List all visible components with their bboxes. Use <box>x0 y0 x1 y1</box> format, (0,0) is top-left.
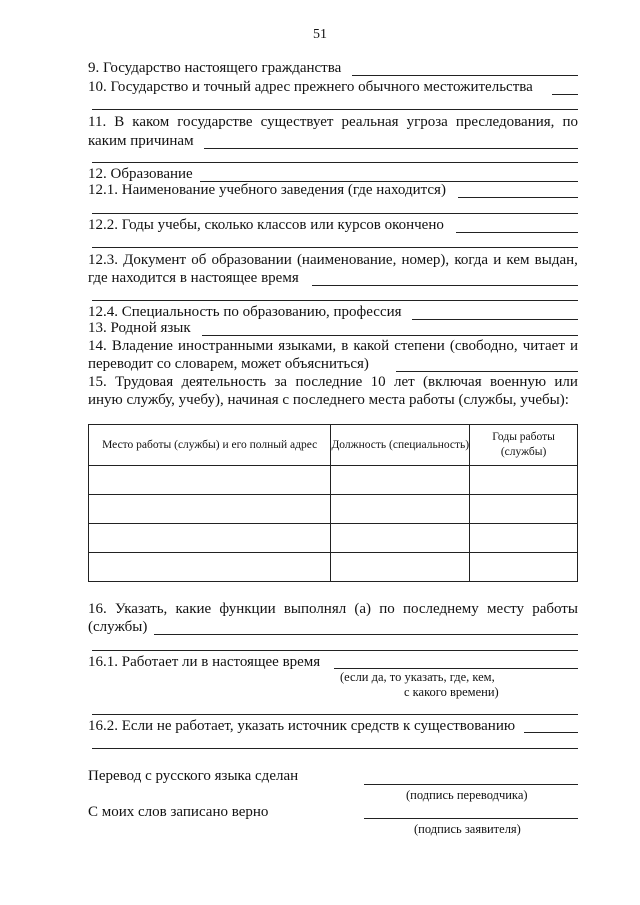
word: по <box>562 114 578 130</box>
word: об <box>191 252 207 268</box>
question-16-line-2: (службы) <box>88 619 148 635</box>
word: (наименование, <box>296 252 397 268</box>
position-cell[interactable] <box>331 524 470 553</box>
question-12-4-label: 12.4. Специальность по образованию, профессия <box>88 304 402 320</box>
question-12-3-answer-line-2[interactable] <box>92 300 578 301</box>
question-12-2-answer-line-2[interactable] <box>92 247 578 248</box>
question-11-line-1 <box>88 114 578 131</box>
word: и <box>493 252 502 268</box>
question-12-2-label: 12.2. Годы учебы, сколько классов или курсов окончено <box>88 217 444 233</box>
question-16-2-answer-line[interactable] <box>524 732 578 733</box>
word: каком <box>132 114 170 130</box>
question-16-answer-line[interactable] <box>154 634 578 635</box>
word: 11. <box>88 114 107 130</box>
word: или <box>554 374 578 390</box>
table-row <box>89 495 578 524</box>
question-12-1-label: 12.1. Наименование учебного заведения (где находится) <box>88 182 446 198</box>
question-12-3-line-1 <box>88 252 578 269</box>
word: (включая <box>423 374 482 390</box>
question-12-1-answer-line-2[interactable] <box>92 213 578 214</box>
position-cell[interactable] <box>331 553 470 582</box>
question-11-answer-line-2[interactable] <box>92 162 578 163</box>
table-row <box>89 553 578 582</box>
question-16-1-answer-line-2[interactable] <box>92 714 578 715</box>
question-12-label: 12. Образование <box>88 166 193 182</box>
word: языками, <box>278 338 337 354</box>
word: деятельность <box>181 374 267 390</box>
years-cell[interactable] <box>470 495 578 524</box>
question-16-1-answer-line[interactable] <box>334 668 578 669</box>
years-cell[interactable] <box>470 553 578 582</box>
word: выдан, <box>534 252 578 268</box>
question-16-1-label: 16.1. Работает ли в настоящее время <box>88 654 321 670</box>
word: степени <box>394 338 445 354</box>
word: Указать, <box>114 601 168 617</box>
table-row <box>89 524 578 553</box>
word: (а) <box>354 601 372 617</box>
position-cell[interactable] <box>331 495 470 524</box>
word: военную <box>489 374 547 390</box>
years-cell[interactable] <box>470 466 578 495</box>
work-history-table <box>88 424 578 582</box>
question-16-line-1 <box>88 601 578 618</box>
word: образовании <box>211 252 292 268</box>
word: номер), <box>401 252 450 268</box>
word: 12.3. <box>88 252 118 268</box>
question-16-2-answer-line-2[interactable] <box>92 748 578 749</box>
question-16-2-label: 16.2. Если не работает, указать источник средств к существованию <box>88 718 516 734</box>
question-14-answer-line[interactable] <box>396 371 578 372</box>
translator-signature-caption: (подпись переводчика) <box>406 788 528 802</box>
word: выполнял <box>283 601 347 617</box>
position-cell[interactable] <box>331 466 470 495</box>
word: и <box>569 338 578 354</box>
word: угроза <box>406 114 448 130</box>
question-11-answer-line[interactable] <box>204 148 578 149</box>
question-13-answer-line[interactable] <box>202 335 578 336</box>
word: 10 <box>370 374 386 390</box>
question-10-label: 10. Государство и точный адрес прежнего обычного местожительства <box>88 79 533 95</box>
word: работы <box>532 601 578 617</box>
question-14-line-1 <box>88 338 578 355</box>
word: за <box>274 374 288 390</box>
word: государстве <box>177 114 253 130</box>
word: функции <box>219 601 276 617</box>
word: (свободно, <box>449 338 518 354</box>
question-12-4-answer-line[interactable] <box>412 319 578 320</box>
question-12-2-answer-line[interactable] <box>456 232 578 233</box>
question-11-line-2: каким причинам <box>88 133 194 149</box>
word: месту <box>486 601 525 617</box>
word: 14. <box>88 338 107 354</box>
years-cell[interactable] <box>470 524 578 553</box>
translator-signature-line[interactable] <box>364 784 578 785</box>
table-row <box>89 466 578 495</box>
workplace-cell[interactable] <box>89 466 331 495</box>
question-12-3-line-2: где находится в настоящее время <box>88 270 299 286</box>
workplace-cell[interactable] <box>89 524 331 553</box>
question-12-3-answer-line[interactable] <box>312 285 578 286</box>
header-workplace: Место работы (службы) и его полный адрес <box>89 425 331 466</box>
word: реальная <box>341 114 399 130</box>
question-14-line-2: переводит со словарем, может объясниться) <box>88 356 369 372</box>
question-10-answer-line[interactable] <box>552 94 578 95</box>
word: преследования, <box>455 114 555 130</box>
applicant-signature-caption: (подпись заявителя) <box>414 822 521 836</box>
question-13-label: 13. Родной язык <box>88 320 191 336</box>
header-years: Годы работы (службы) <box>470 425 578 466</box>
word: существует <box>260 114 334 130</box>
word: Документ <box>123 252 187 268</box>
word: Трудовая <box>115 374 174 390</box>
question-16-1-note-2: с какого времени) <box>404 685 499 699</box>
word: 15. <box>88 374 107 390</box>
word: в <box>341 338 349 354</box>
question-16-1-note-1: (если да, то указать, где, кем, <box>340 670 495 684</box>
word: какой <box>353 338 390 354</box>
workplace-cell[interactable] <box>89 553 331 582</box>
header-position: Должность (специальность) <box>331 425 470 466</box>
word: 16. <box>88 601 107 617</box>
word: когда <box>454 252 489 268</box>
question-15-line-2: иную службу, учебу), начиная с последнего места работы (службы, учебы): <box>88 392 569 408</box>
word: кем <box>506 252 530 268</box>
question-12-1-answer-line[interactable] <box>458 197 578 198</box>
question-15-line-1 <box>88 374 578 391</box>
question-9-answer-line[interactable] <box>352 75 578 76</box>
applicant-signature-line[interactable] <box>364 818 578 819</box>
word: читает <box>522 338 565 354</box>
word: иностранными <box>178 338 274 354</box>
word: В <box>114 114 125 130</box>
word: какие <box>175 601 212 617</box>
word: Владение <box>111 338 173 354</box>
word: последние <box>295 374 363 390</box>
verification-label: С моих слов записано верно <box>88 804 269 820</box>
workplace-cell[interactable] <box>89 495 331 524</box>
word: лет <box>393 374 415 390</box>
page-number: 51 <box>313 27 327 42</box>
question-10-answer-line-2[interactable] <box>92 109 578 110</box>
word: последнему <box>402 601 479 617</box>
question-16-answer-line-2[interactable] <box>92 650 578 651</box>
translation-label: Перевод с русского языка сделан <box>88 768 299 784</box>
question-9-label: 9. Государство настоящего гражданства <box>88 60 342 76</box>
word: по <box>379 601 395 617</box>
